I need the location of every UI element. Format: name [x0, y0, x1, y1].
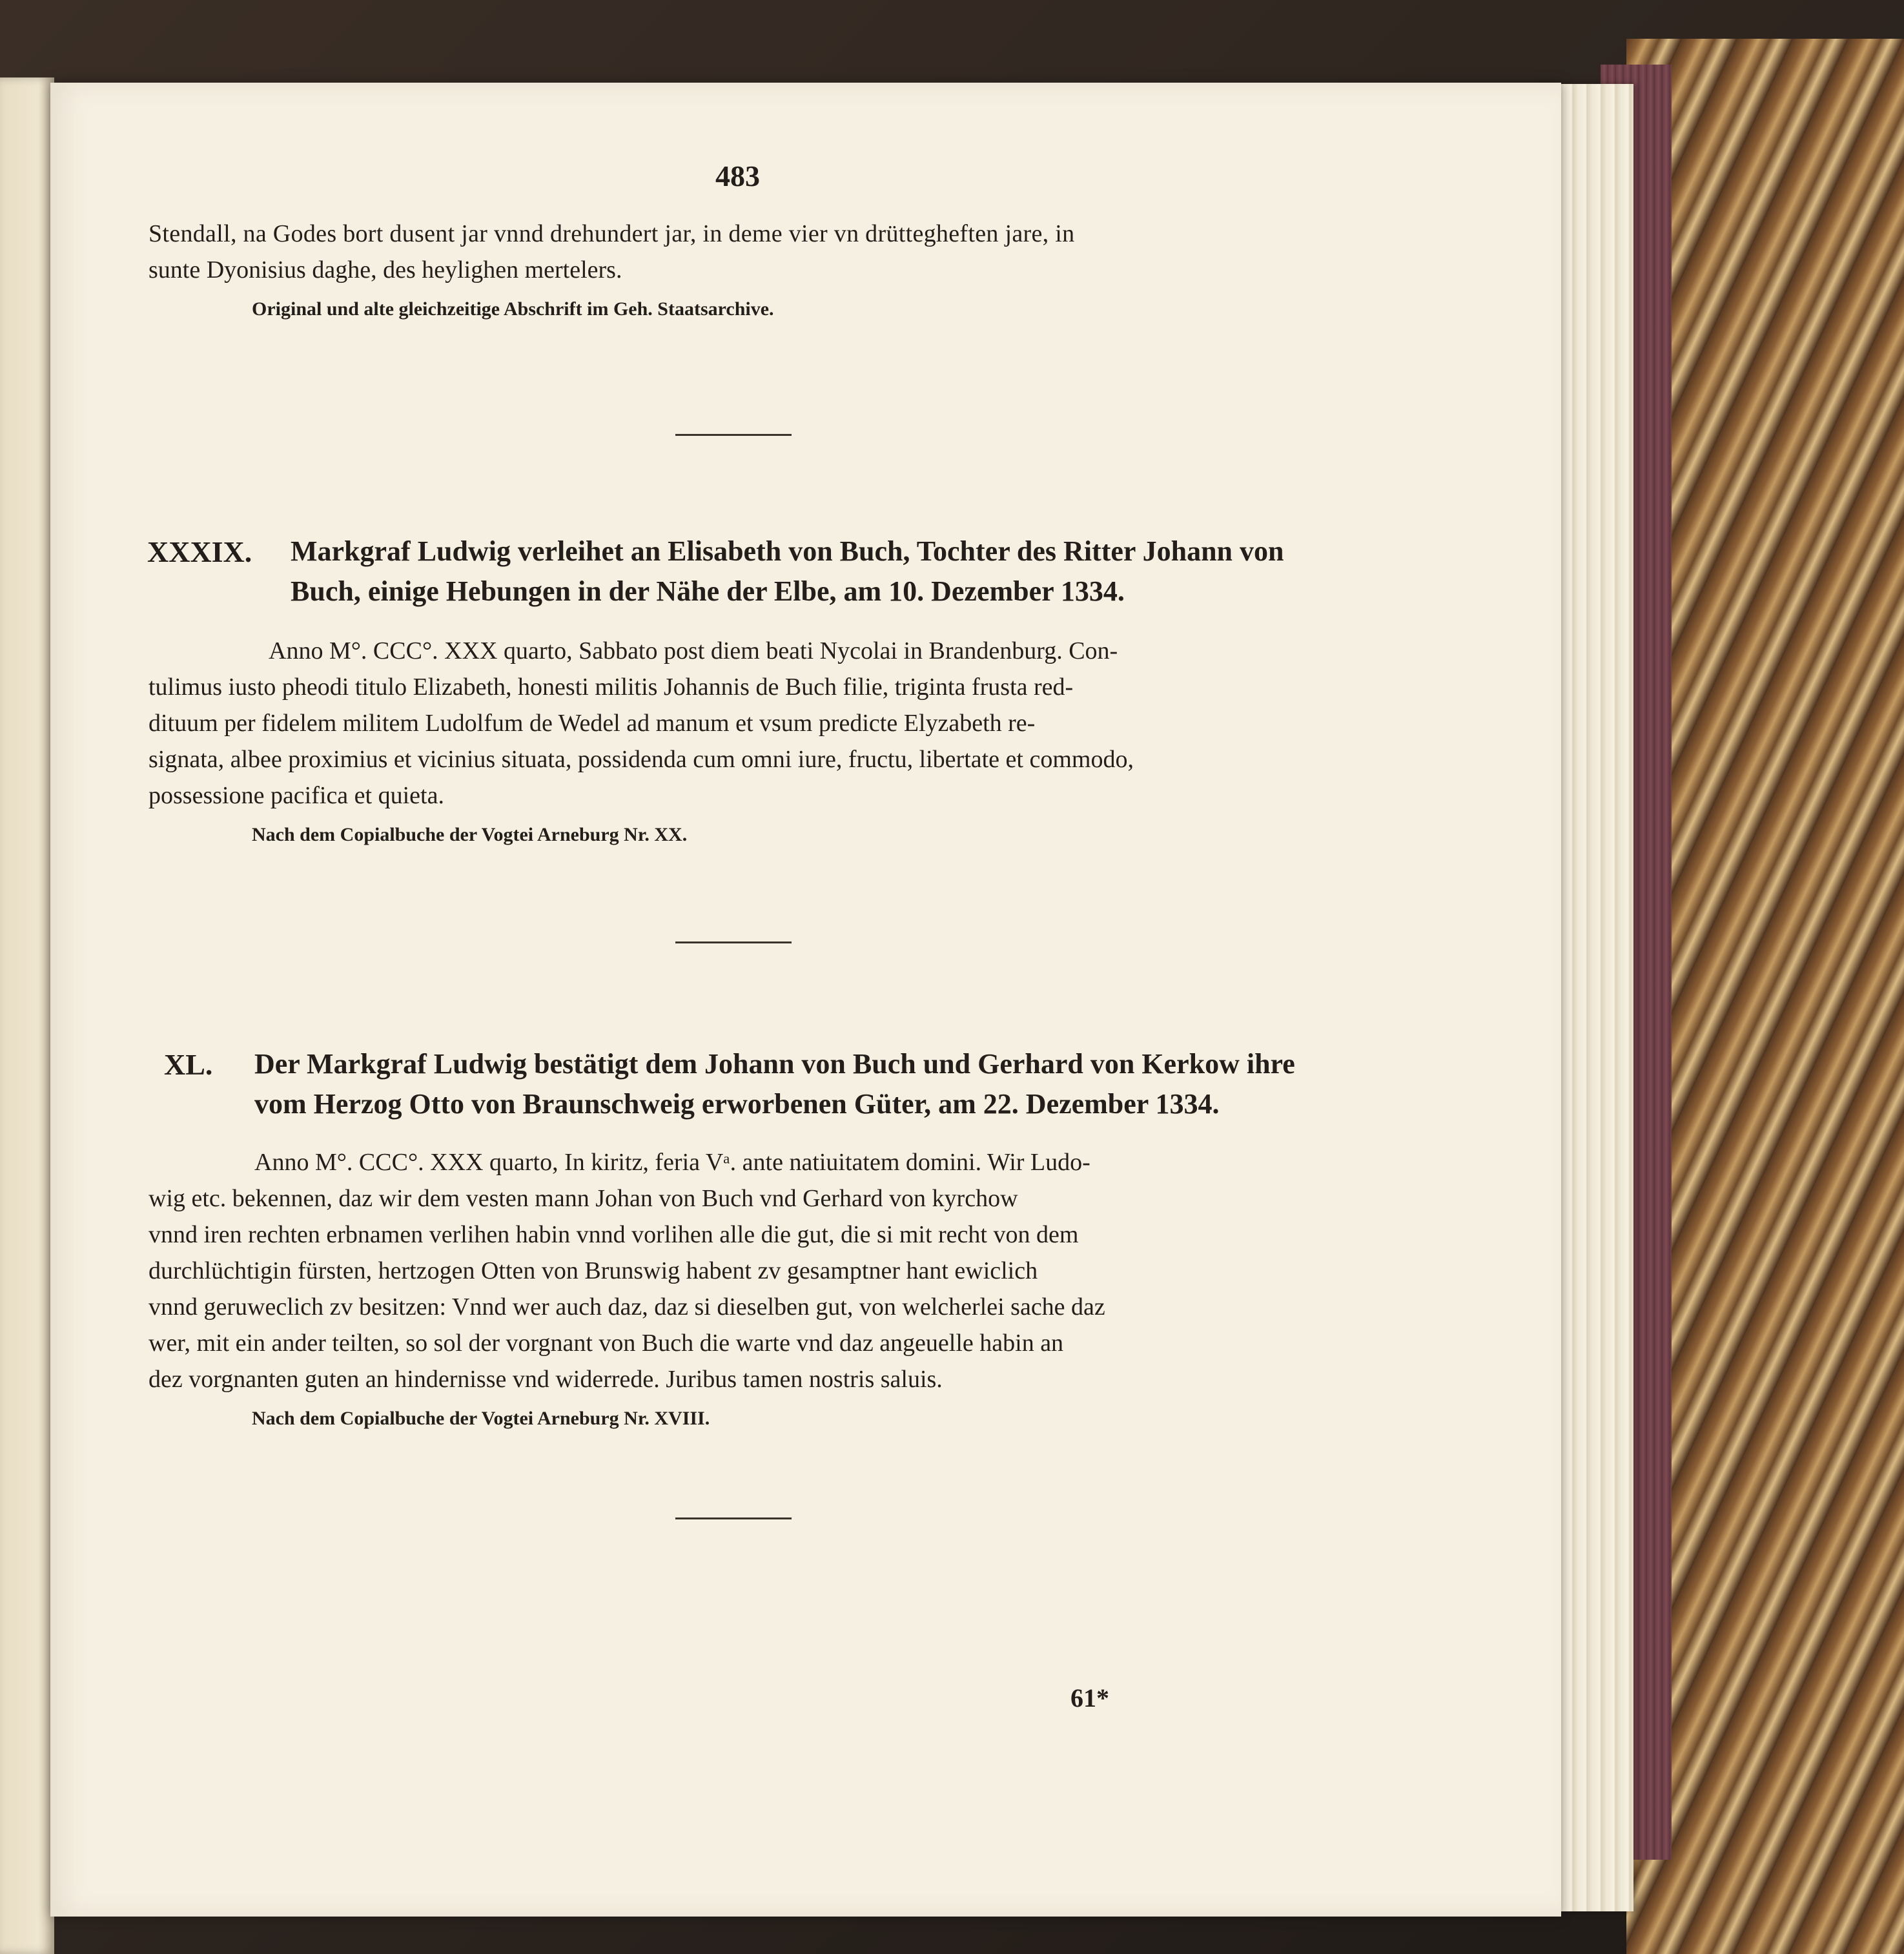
body-line: vnnd geruweclich zv besitzen: Vnnd wer auch daz, daz si dieselben gut, von welcherlei sache daz: [148, 1293, 1105, 1321]
left-page-edge: [0, 77, 54, 1954]
body-line: dituum per fidelem militem Ludolfum de Wedel ad manum et vsum predicte Elyzabeth re-: [148, 710, 1036, 737]
printer-signature: 61*: [1070, 1683, 1109, 1712]
section-number: XXXIX.: [147, 535, 252, 568]
intro-line: Stendall, na Godes bort dusent jar vnnd drehundert jar, in deme vier vn drüttegheften jare, in: [148, 220, 1075, 247]
section-divider: [675, 1517, 792, 1519]
section-heading-line: Buch, einige Hebungen in der Nähe der Elbe, am 10. Dezember 1334.: [291, 575, 1125, 607]
section-divider: [675, 941, 792, 943]
section-heading-line: Der Markgraf Ludwig bestätigt dem Johann von Buch und Gerhard von Kerkow ihre: [254, 1048, 1295, 1080]
body-line: signata, albee proximius et vicinius situata, possidenda cum omni iure, fructu, libertate et commodo,: [148, 746, 1134, 773]
section-heading-line: vom Herzog Otto von Braunschweig erworbenen Güter, am 22. Dezember 1334.: [254, 1088, 1220, 1120]
intro-line: sunte Dyonisius daghe, des heylighen mertelers.: [148, 256, 622, 283]
body-line: Anno M°. CCC°. XXX quarto, Sabbato post diem beati Nycolai in Brandenburg. Con-: [269, 637, 1118, 664]
source-note: Original und alte gleichzeitige Abschrift im Geh. Staatsarchive.: [252, 298, 774, 320]
source-note: Nach dem Copialbuche der Vogtei Arneburg Nr. XX.: [252, 824, 688, 845]
section-heading-line: Markgraf Ludwig verleihet an Elisabeth von Buch, Tochter des Ritter Johann von: [291, 535, 1284, 567]
body-line: dez vorgnanten guten an hindernisse vnd widerrede. Juribus tamen nostris saluis.: [148, 1366, 943, 1393]
body-line: tulimus iusto pheodi titulo Elizabeth, honesti militis Johannis de Buch filie, triginta frusta red-: [148, 674, 1074, 701]
body-line: vnnd iren rechten erbnamen verlihen habin vnnd vorlihen alle die gut, die si mit recht von dem: [148, 1221, 1079, 1248]
source-note: Nach dem Copialbuche der Vogtei Arneburg Nr. XVIII.: [252, 1408, 710, 1429]
body-line: durchlüchtigin fürsten, hertzogen Otten von Brunswig habent zv gesamptner hant ewiclich: [148, 1257, 1038, 1284]
page-number: 483: [715, 159, 760, 192]
body-line: wer, mit ein ander teilten, so sol der vorgnant von Buch die warte vnd daz angeuelle habin an: [148, 1330, 1064, 1357]
body-line: wig etc. bekennen, daz wir dem vesten mann Johan von Buch vnd Gerhard von kyrchow: [148, 1185, 1018, 1212]
section-number: XL.: [164, 1048, 213, 1081]
book-page: [50, 83, 1561, 1917]
body-line: Anno M°. CCC°. XXX quarto, In kiritz, feria Vᵃ. ante natiuitatem domini. Wir Ludo-: [254, 1149, 1090, 1176]
body-line: possessione pacifica et quieta.: [148, 782, 444, 809]
section-divider: [675, 434, 792, 436]
